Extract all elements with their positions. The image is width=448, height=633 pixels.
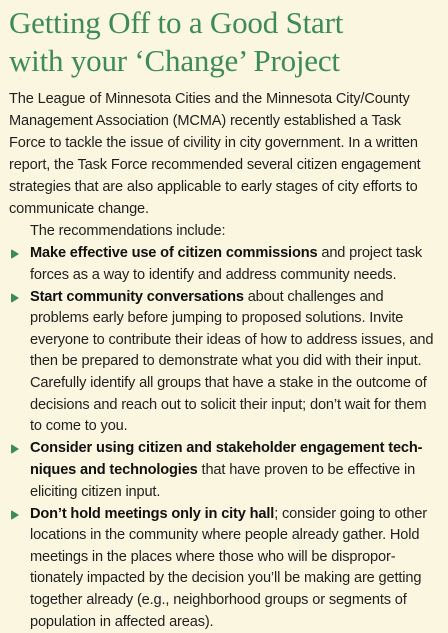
recommendation-text: that have proven to be effective in eliciting citizen input. <box>30 461 416 500</box>
recommendation-heading: Make effective use of citizen commissions <box>30 245 318 261</box>
list-item <box>9 243 438 286</box>
intro-paragraph: The League of Minnesota Cities and the Minnesota City/County Management Association (MCMA) recently established a Task Force to tackle the issue of civility in city government. In a written report, the Task Force recommended several citizen engagement strategies that are also applicable to early stages of city efforts to communicate change. <box>9 91 421 217</box>
title-line-2: with your ‘Change’ Project <box>9 43 340 78</box>
recommendation-heading: Don’t hold meetings only in city hall <box>30 505 275 522</box>
triangle-bullet-icon <box>11 249 19 259</box>
recommendation-heading: Start community conversations <box>30 288 244 305</box>
recommendation-heading: Consider using citizen and stakeholder engagement techniques and technologies <box>30 440 423 478</box>
title-line-1: Getting Off to a Good Start <box>9 5 344 40</box>
list-item <box>9 287 438 438</box>
recommendations-list <box>9 243 438 633</box>
triangle-bullet-icon <box>11 293 19 303</box>
page-title <box>9 4 438 80</box>
recommendation-text: and project task forces as a way to identify and address community needs. <box>30 245 422 283</box>
list-item <box>9 504 438 633</box>
list-item <box>9 438 438 503</box>
recommendations-lead: The recommendations include: <box>30 223 226 239</box>
triangle-bullet-icon <box>11 510 19 520</box>
triangle-bullet-icon <box>11 444 19 454</box>
recommendation-text: ; consider going to other locations in the community where people already gather. Hold meetings in the places where those who will be disproportionately impacted by the decision you’ll be making are getting together already (e.g., neighborhood groups or segments of population in affected areas). <box>30 505 428 630</box>
recommendation-text: about challenges and problems early before jumping to proposed solutions. Invite everyone to contribute their ideas of how to address issues, and then be prepared to demonstrate what you did with their input. Carefully identify all groups that have a stake in the outcome of decisions and reach out to solicit their input; don’t wait for them to come to you. <box>30 288 434 435</box>
